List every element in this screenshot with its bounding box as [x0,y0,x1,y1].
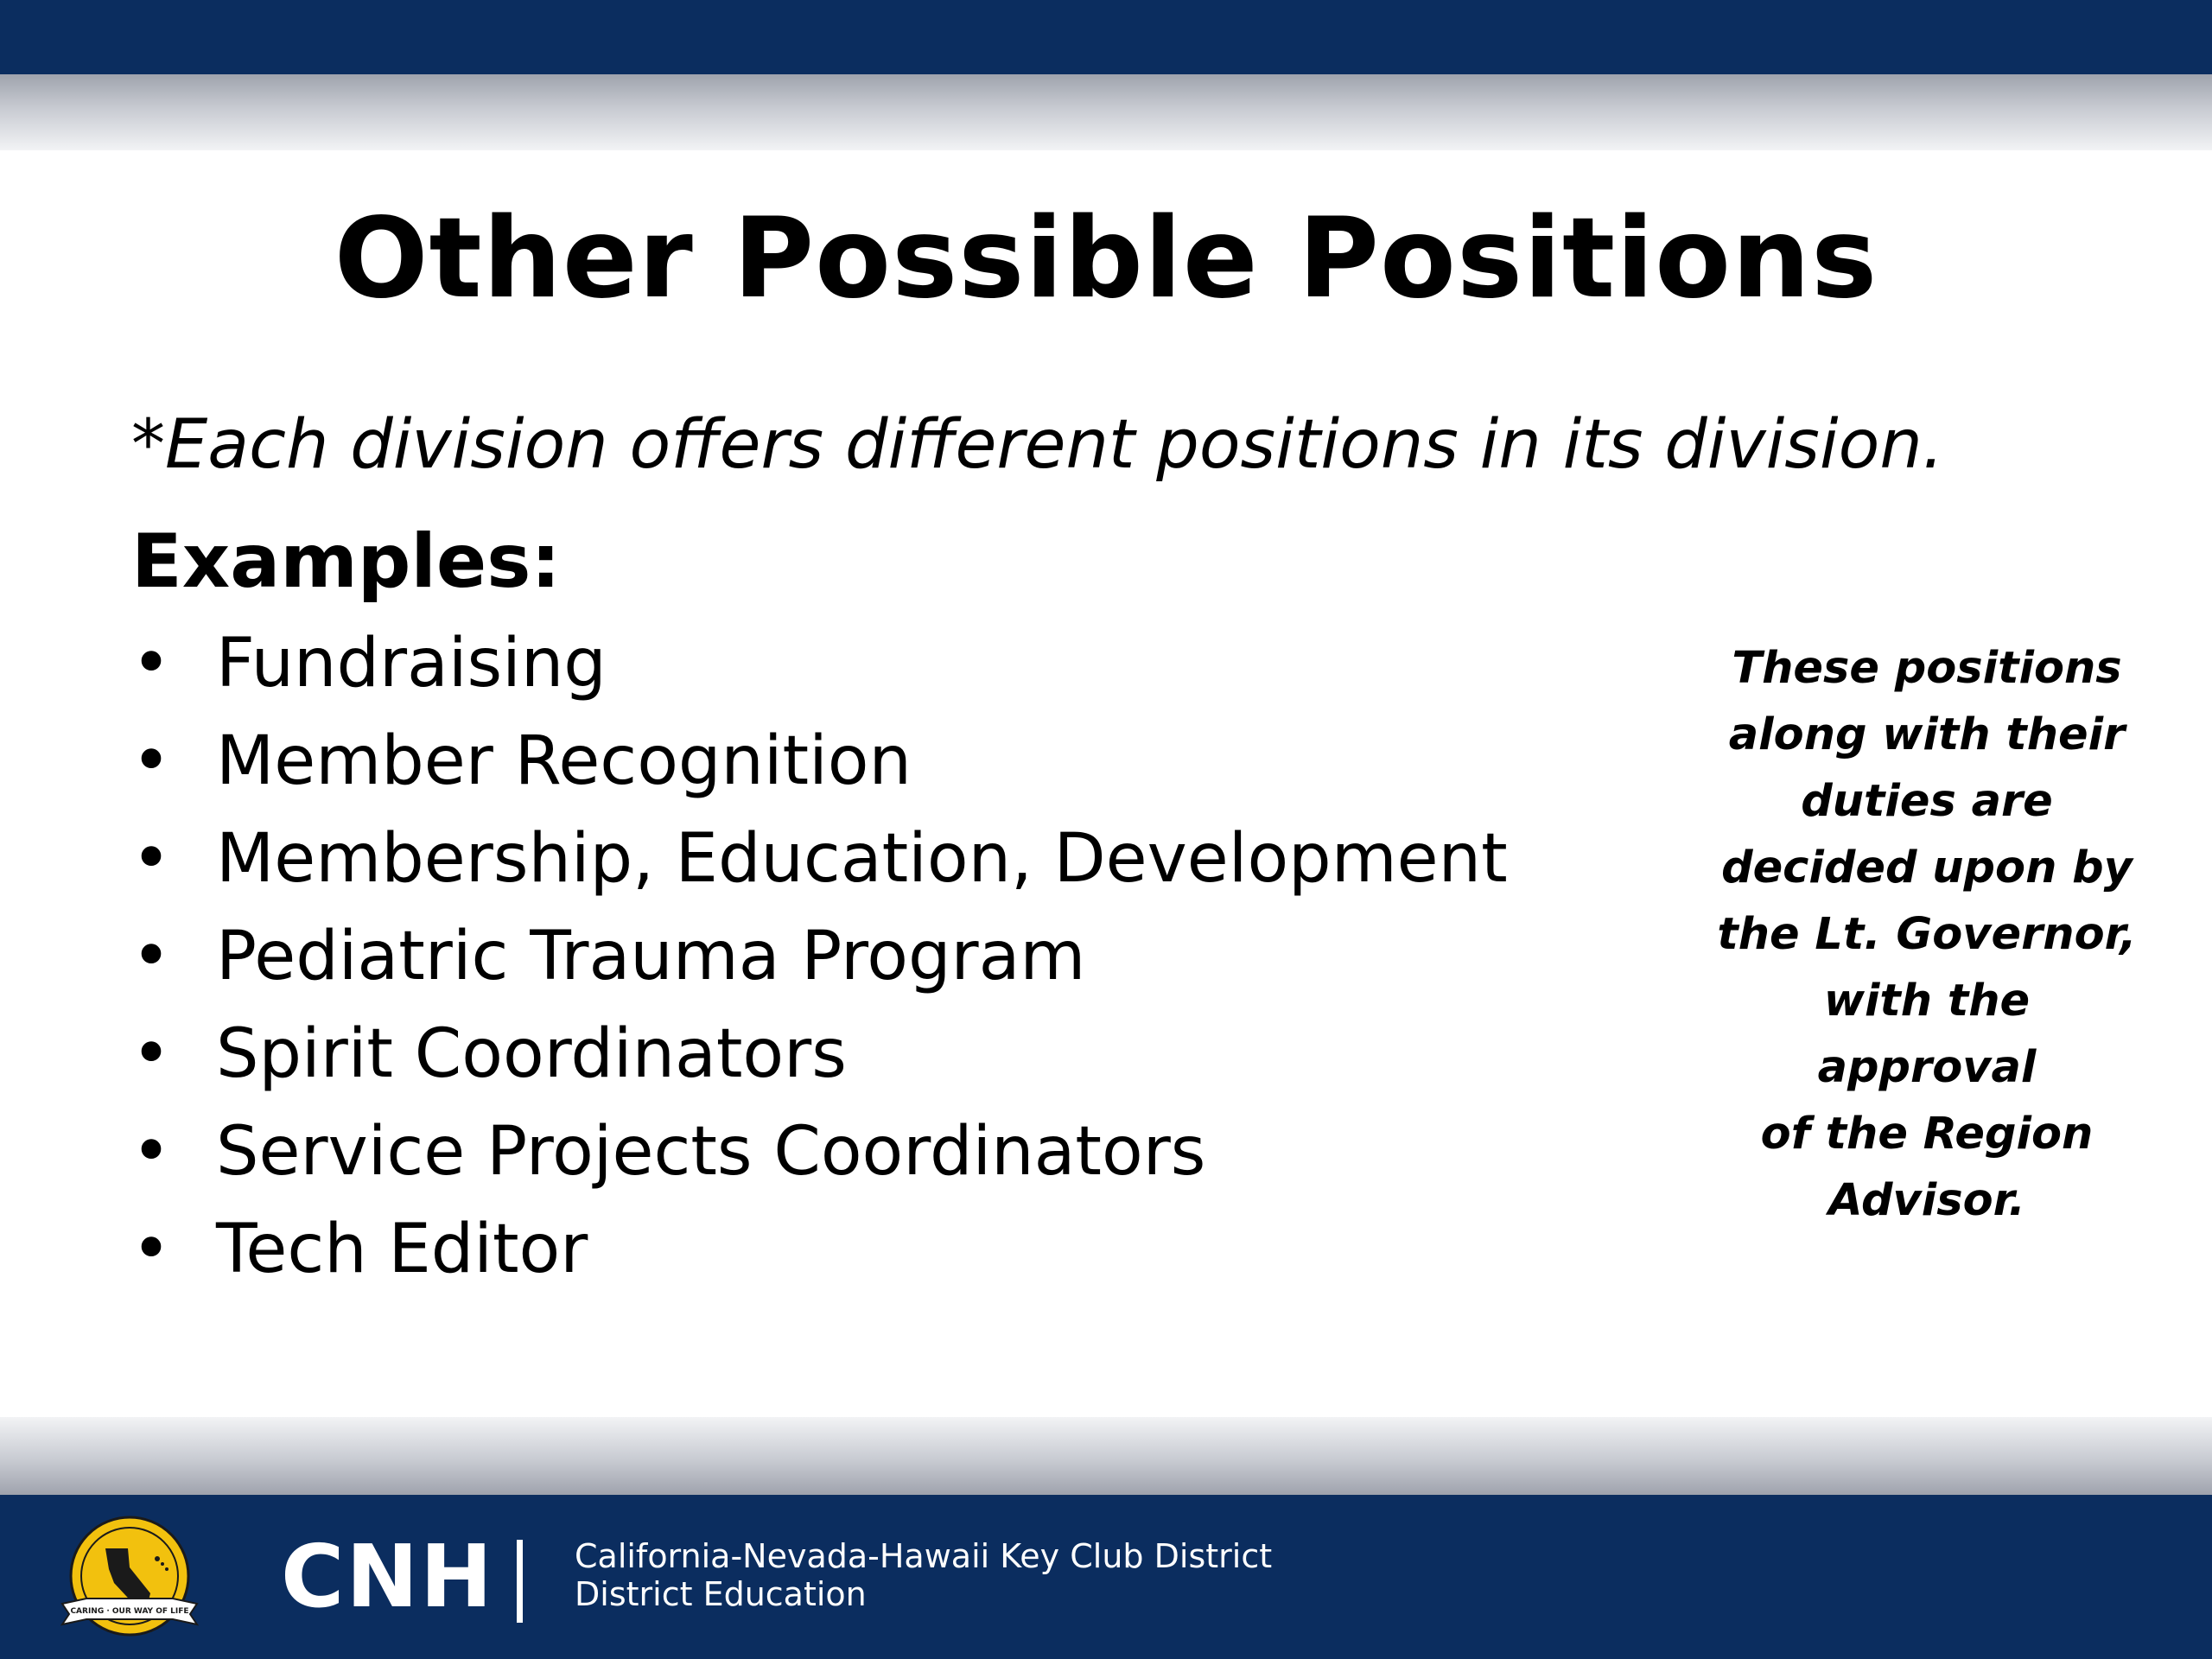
list-item-text: Member Recognition [216,722,912,800]
side-note-line: These positions [1732,643,2122,694]
side-note-line: along with their [1728,709,2126,760]
side-note-line: of the Region [1760,1109,2094,1160]
bullet-icon: • [131,918,172,995]
side-note [1711,635,2143,1234]
bullet-icon: • [131,722,172,800]
side-note-line: decided upon by [1721,842,2133,893]
bullet-icon: • [131,1113,172,1191]
top-gray-gradient [0,74,2212,150]
logo-motto: CARING · OUR WAY OF LIFE [70,1607,189,1616]
bullet-icon: • [131,820,172,898]
list-item-text: Service Projects Coordinators [216,1113,1206,1191]
footer-divider [517,1540,523,1623]
key-club-seal-logo [60,1514,199,1643]
org-department: District Education [575,1575,867,1613]
list-item-text: Fundraising [216,625,607,702]
side-note-line: the Lt. Governor, [1717,909,2137,960]
side-note-line: with the approval [1817,976,2037,1093]
bullet-icon: • [131,625,172,702]
brand-wordmark: CNH [281,1526,494,1627]
bullet-icon: • [131,1211,172,1288]
examples-heading: Examples: [131,518,561,605]
bullet-icon: • [131,1015,172,1093]
bottom-gray-gradient [0,1417,2212,1495]
org-name: California-Nevada-Hawaii Key Club District [575,1537,1273,1575]
list-item-text: Membership, Education, Development [216,820,1508,898]
list-item-text: Pediatric Trauma Program [216,918,1086,995]
side-note-line: Advisor. [1828,1175,2025,1226]
top-navy-band [0,0,2212,74]
list-item-text: Tech Editor [216,1211,588,1288]
slide-subtitle: *Each division offers different positions in its division. [131,406,1944,484]
list-item-text: Spirit Coordinators [216,1015,847,1093]
slide-title: Other Possible Positions [334,194,1878,323]
side-note-line: duties are [1801,776,2053,827]
